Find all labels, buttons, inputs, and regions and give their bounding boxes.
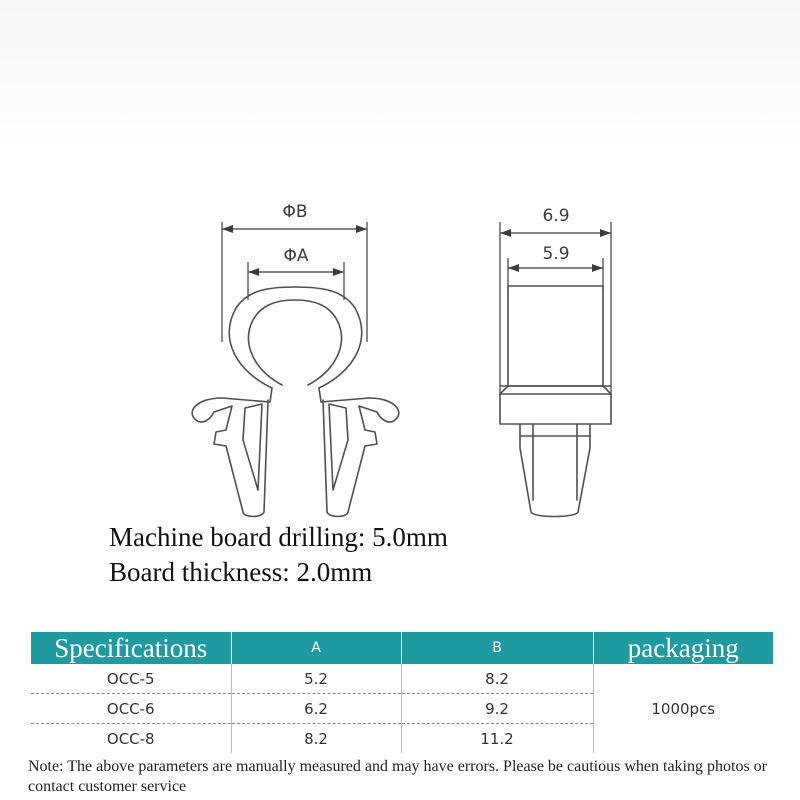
header-specifications: Specifications — [31, 632, 231, 664]
drilling-note: Machine board drilling: 5.0mm — [109, 522, 448, 552]
header-packaging: packaging — [593, 632, 773, 664]
dim-label-inner: 5.9 — [542, 244, 570, 264]
cell-b: 11.2 — [401, 724, 593, 754]
dim-label-b: ΦB — [282, 202, 308, 222]
cell-b: 9.2 — [401, 694, 593, 724]
cell-a: 8.2 — [231, 724, 401, 754]
cell-model: OCC-6 — [31, 694, 231, 724]
header-a: A — [231, 632, 401, 664]
footnote: Note: The above parameters are manually measured and may have errors. Please be cautious when taking photos or contact customer service — [28, 758, 767, 795]
header-b: B — [401, 632, 593, 664]
front-view-clip — [192, 202, 399, 517]
dim-label-a: ΦA — [283, 246, 309, 266]
table-header-row — [31, 632, 773, 664]
side-body — [508, 286, 603, 386]
cell-model: OCC-5 — [31, 664, 231, 694]
thickness-note: Board thickness: 2.0mm — [109, 557, 373, 587]
table-row — [31, 664, 773, 694]
cell-packaging: 1000pcs — [651, 699, 716, 718]
dim-label-outer: 6.9 — [542, 206, 570, 226]
side-view-clip — [500, 206, 611, 517]
cell-model: OCC-8 — [31, 724, 231, 754]
cell-a: 6.2 — [231, 694, 401, 724]
spec-table — [31, 632, 773, 753]
cell-b: 8.2 — [401, 664, 593, 694]
cell-a: 5.2 — [231, 664, 401, 694]
side-flange — [500, 394, 611, 424]
